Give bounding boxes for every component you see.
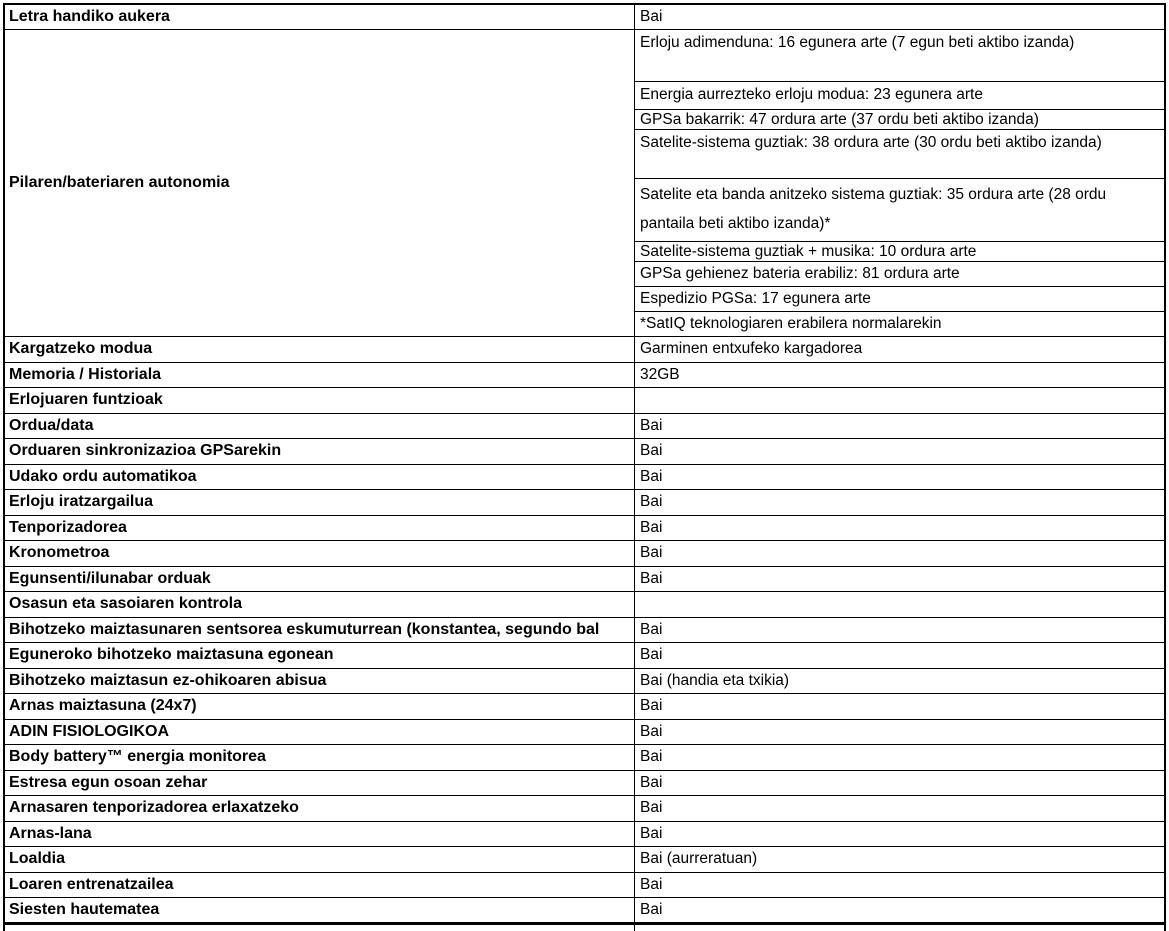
table-row — [5, 592, 1164, 618]
row-label-cell: Arnas maiztasuna (24x7) — [5, 694, 635, 719]
row-value-cell: Bai (handia eta txikia) — [640, 671, 790, 689]
row-label-cell: Arnas-lana — [5, 822, 635, 847]
table-row — [5, 796, 1164, 822]
table-row — [5, 643, 1164, 669]
battery-subrow: Satelite eta banda anitzeko sistema guztiak: 35 ordura arte (28 ordu pantaila beti aktibo izanda)* — [635, 179, 1164, 242]
row-label-cell: Egunsenti/ilunabar orduak — [5, 567, 635, 592]
row-label-cell: Osasun eta sasoiaren kontrola — [5, 592, 635, 617]
row-label-cell: Memoria / Historiala — [5, 363, 635, 388]
row-label-cell: Erloju iratzargailua — [5, 490, 635, 515]
battery-subrow: Espedizio PGSa: 17 egunera arte — [635, 287, 1164, 312]
row-value-cell: Bai — [640, 569, 663, 587]
row-value-cell: Bai — [640, 467, 663, 485]
row-value-cell: Bai — [640, 416, 663, 434]
battery-merged-label-cell: Pilaren/bateriaren autonomia — [5, 30, 635, 336]
row-label-cell: ADIN FISIOLOGIKOA — [5, 720, 635, 745]
table-row — [5, 847, 1164, 873]
battery-row — [5, 30, 1164, 337]
table-row — [5, 363, 1164, 389]
row-value-cell: Bai — [640, 493, 663, 511]
table-row — [5, 388, 1164, 414]
row-value-cell: Bai — [640, 799, 663, 817]
table-row — [5, 898, 1164, 925]
row-value-cell: Bai (aurreratuan) — [640, 850, 758, 868]
battery-subrow: Erloju adimenduna: 16 egunera arte (7 egun beti aktibo izanda) — [635, 30, 1164, 82]
table-row — [5, 337, 1164, 363]
row-label-cell: Siesten hautematea — [5, 898, 635, 922]
row-value-cell: Bai — [640, 518, 663, 536]
table-row — [5, 618, 1164, 644]
row-value-cell: Bai — [640, 722, 663, 740]
table-row — [5, 439, 1164, 465]
table-row — [5, 490, 1164, 516]
table-row — [5, 567, 1164, 593]
table-row — [5, 669, 1164, 695]
partial-next-row — [5, 925, 1164, 931]
row-label-cell: Kronometroa — [5, 541, 635, 566]
row-value-cell: Bai — [640, 620, 663, 638]
table-row — [5, 541, 1164, 567]
row-value-cell: Bai — [640, 824, 663, 842]
row-value-cell: Bai — [640, 697, 663, 715]
table-row — [5, 516, 1164, 542]
battery-subrows — [635, 30, 1164, 336]
row-label-cell: Bihotzeko maiztasunaren sentsorea eskumuturrean (konstantea, segundo bal — [5, 618, 635, 643]
battery-subrow: Satelite-sistema guztiak + musika: 10 ordura arte — [635, 242, 1164, 262]
spec-table — [3, 3, 1166, 931]
row-label-cell: Erlojuaren funtzioak — [5, 388, 635, 413]
row-label-cell: Bihotzeko maiztasun ez-ohikoaren abisua — [5, 669, 635, 694]
row-label-cell — [5, 925, 635, 931]
row-label-cell: Letra handiko aukera — [5, 5, 635, 29]
row-value-cell: Bai — [640, 442, 663, 460]
row-value-cell — [635, 925, 1164, 931]
row-value-cell: Bai — [640, 544, 663, 562]
table-row — [5, 694, 1164, 720]
row-label-cell: Estresa egun osoan zehar — [5, 771, 635, 796]
row-value-cell: 32GB — [640, 365, 680, 383]
row-label-cell: Loaren entrenatzailea — [5, 873, 635, 898]
row-label-cell: Arnasaren tenporizadorea erlaxatzeko — [5, 796, 635, 821]
table-row — [5, 720, 1164, 746]
row-label-cell: Loaldia — [5, 847, 635, 872]
battery-subrow: *SatIQ teknologiaren erabilera normalarekin — [640, 315, 942, 332]
table-row — [5, 745, 1164, 771]
row-label-cell: Eguneroko bihotzeko maiztasuna egonean — [5, 643, 635, 668]
row-label-cell: Body battery™ energia monitorea — [5, 745, 635, 770]
table-row — [5, 414, 1164, 440]
table-row — [5, 822, 1164, 848]
row-value-cell: Garminen entxufeko kargadorea — [640, 340, 863, 358]
battery-subrow: Energia aurrezteko erloju modua: 23 egunera arte — [635, 82, 1164, 110]
row-label-cell: Tenporizadorea — [5, 516, 635, 541]
row-value-cell: Bai — [640, 646, 663, 664]
row-label-cell: Kargatzeko modua — [5, 337, 635, 362]
row-value-cell: Bai — [640, 773, 663, 791]
battery-subrow: GPSa bakarrik: 47 ordura arte (37 ordu beti aktibo izanda) — [635, 110, 1164, 130]
table-row — [5, 771, 1164, 797]
battery-subrow: GPSa gehienez bateria erabiliz: 81 ordura arte — [635, 262, 1164, 287]
table-row — [5, 873, 1164, 899]
row-value-cell: Bai — [640, 748, 663, 766]
battery-subrow: Satelite-sistema guztiak: 38 ordura arte (30 ordu beti aktibo izanda) — [635, 130, 1164, 179]
row-label-cell: Ordua/data — [5, 414, 635, 439]
row-value-cell: Bai — [640, 901, 663, 918]
table-row — [5, 5, 1164, 30]
row-value-cell: Bai — [640, 875, 663, 893]
table-row — [5, 465, 1164, 491]
row-value-cell: Bai — [640, 8, 663, 25]
row-label-cell: Udako ordu automatikoa — [5, 465, 635, 490]
row-value-cell — [635, 592, 1164, 617]
row-label-cell: Orduaren sinkronizazioa GPSarekin — [5, 439, 635, 464]
row-value-cell — [635, 388, 1164, 413]
